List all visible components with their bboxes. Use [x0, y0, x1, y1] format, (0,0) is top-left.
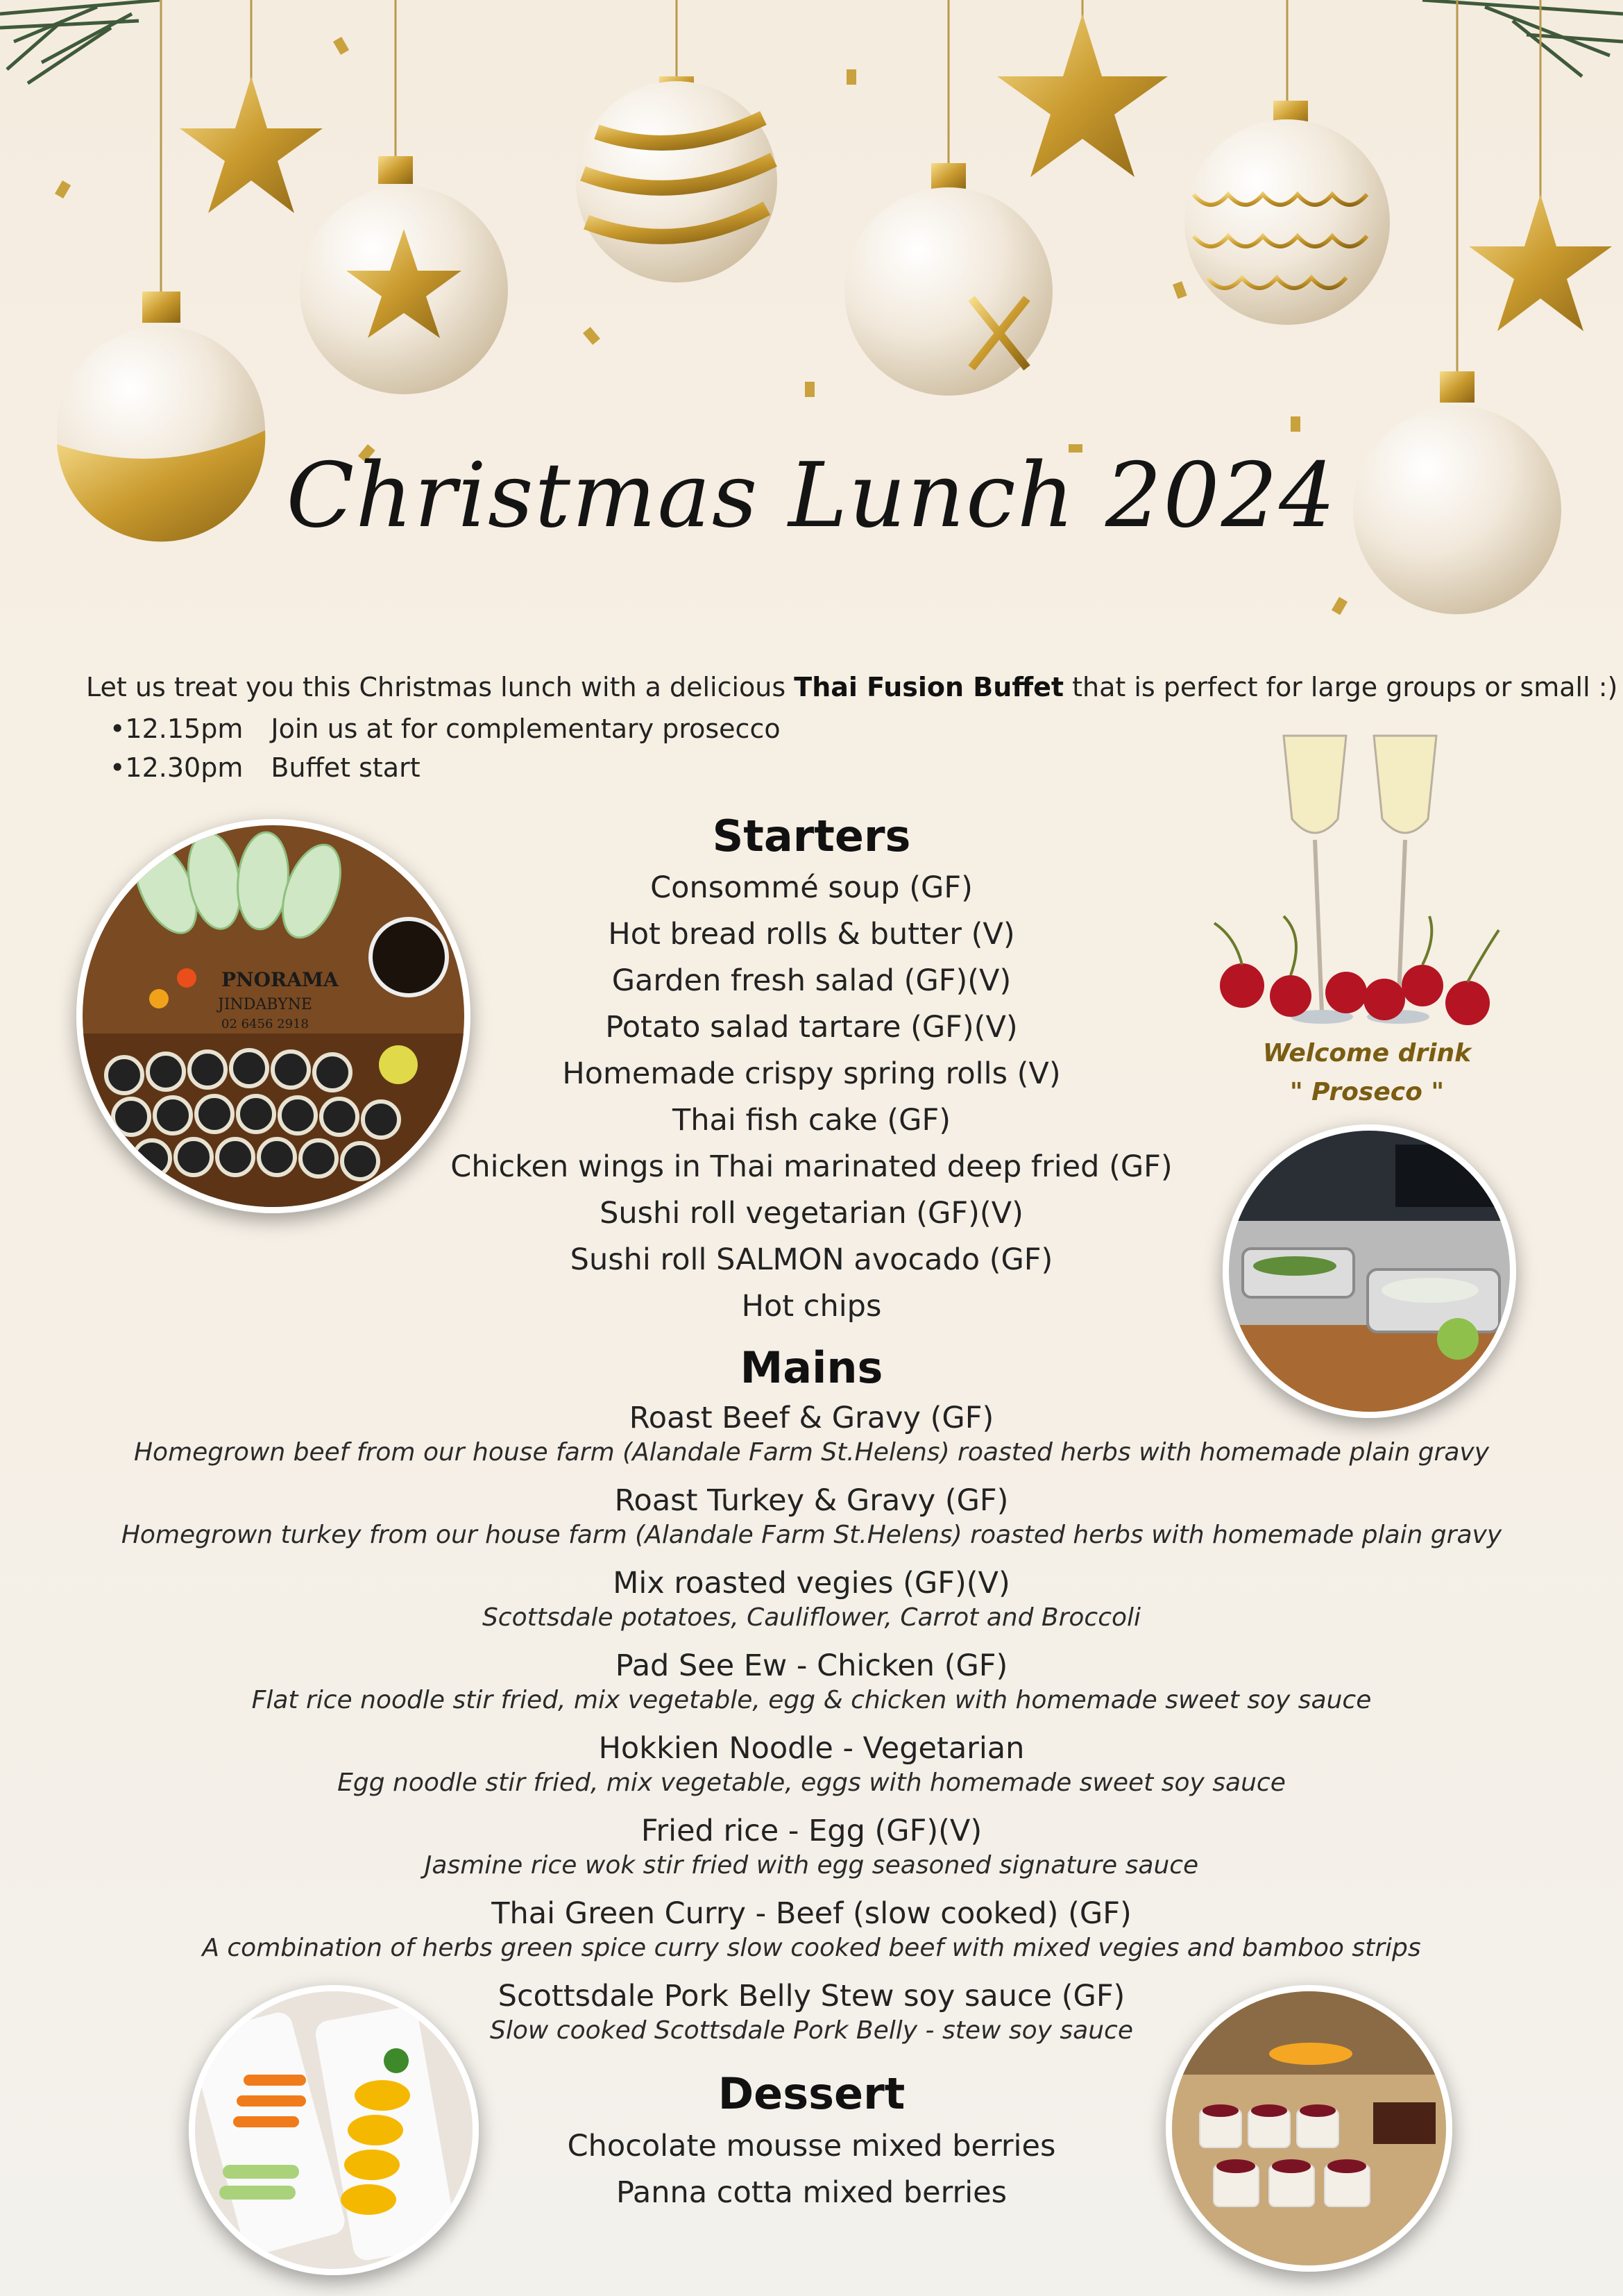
list-item: Garden fresh salad (GF)(V) — [611, 963, 1012, 998]
welcome-drink-name: " Proseco " — [1289, 1078, 1445, 1106]
main-desc: Jasmine rice wok stir fried with egg seasoned signature sauce — [424, 1851, 1199, 1880]
list-item — [0, 1646, 1623, 1729]
list-item: Thai fish cake (GF) — [672, 1103, 951, 1138]
main-desc: A combination of herbs green spice curry slow cooked beef with mixed vegies and bamboo strips — [202, 1934, 1421, 1962]
main-name: Hokkien Noodle - Vegetarian — [598, 1731, 1025, 1766]
main-name: Scottsdale Pork Belly Stew soy sauce (GF) — [498, 1979, 1125, 2014]
list-item — [0, 1564, 1623, 1646]
list-item: Consommé soup (GF) — [650, 870, 973, 905]
list-item — [0, 1894, 1623, 1977]
schedule-bullet: • — [110, 752, 126, 783]
list-item: Hot bread rolls & butter (V) — [608, 917, 1015, 952]
pine-branch-left — [0, 0, 160, 83]
dessert-cups-photo — [1166, 1985, 1452, 2272]
vegetable-platter-photo — [189, 1985, 479, 2275]
main-name: Roast Turkey & Gravy (GF) — [614, 1483, 1009, 1518]
welcome-drink-label: Welcome drink — [1262, 1039, 1472, 1067]
main-name: Pad See Ew - Chicken (GF) — [615, 1648, 1008, 1683]
mains-list — [0, 1399, 1623, 2059]
list-item: Chicken wings in Thai marinated deep fried (GF) — [450, 1149, 1173, 1184]
main-desc: Egg noodle stir fried, mix vegetable, eggs with homemade sweet soy sauce — [337, 1769, 1286, 1797]
schedule-item — [110, 714, 781, 744]
intro-after: that is perfect for large groups or small :) — [1064, 672, 1618, 702]
schedule-time: 12.30pm — [125, 752, 244, 783]
list-item: Sushi roll vegetarian (GF)(V) — [600, 1196, 1023, 1231]
schedule-item — [110, 752, 420, 783]
intro-before: Let us treat you this Christmas lunch with a delicious — [86, 672, 794, 702]
starters-food-photo — [76, 819, 470, 1213]
list-item — [0, 1729, 1623, 1812]
main-name: Thai Green Curry - Beef (slow cooked) (GF) — [491, 1896, 1132, 1931]
christmas-ornaments-decoration — [0, 0, 1623, 694]
intro-highlight: Thai Fusion Buffet — [794, 672, 1064, 702]
main-desc: Homegrown turkey from our house farm (Alandale Farm St.Helens) roasted herbs with homemade plain gravy — [121, 1521, 1502, 1549]
list-item: Sushi roll SALMON avocado (GF) — [570, 1242, 1053, 1277]
list-item — [0, 1481, 1623, 1564]
main-name: Fried rice - Egg (GF)(V) — [640, 1814, 983, 1848]
pine-branch-right — [1422, 0, 1623, 76]
photo-place-text: JINDABYNE — [218, 996, 312, 1013]
intro-text — [86, 672, 1617, 702]
main-desc: Scottsdale potatoes, Cauliflower, Carrot and Broccoli — [482, 1603, 1141, 1632]
main-desc: Flat rice noodle stir fried, mix vegetable, egg & chicken with homemade sweet soy sauce — [251, 1686, 1372, 1714]
main-name: Mix roasted vegies (GF)(V) — [613, 1566, 1010, 1601]
schedule-bullet: • — [110, 714, 126, 744]
dessert-heading: Dessert — [717, 2068, 906, 2119]
schedule-time: 12.15pm — [125, 714, 244, 744]
star-icon — [1469, 194, 1612, 331]
schedule-text: Buffet start — [271, 752, 420, 783]
photo-brand-text: PNORAMA — [221, 968, 339, 991]
starters-heading: Starters — [712, 811, 911, 861]
star-icon — [180, 76, 323, 213]
star-icon — [997, 14, 1168, 177]
list-item: Panna cotta mixed berries — [615, 2175, 1008, 2210]
list-item — [0, 1812, 1623, 1894]
photo-phone-text: 02 6456 2918 — [221, 1017, 309, 1031]
list-item: Chocolate mousse mixed berries — [567, 2129, 1056, 2163]
list-item: Homemade crispy spring rolls (V) — [562, 1056, 1061, 1091]
main-name: Roast Beef & Gravy (GF) — [629, 1401, 994, 1435]
schedule-text: Join us at for complementary prosecco — [271, 714, 781, 744]
prosecco-glasses-image — [1200, 729, 1520, 1041]
mains-heading: Mains — [740, 1342, 883, 1393]
list-item: Hot chips — [741, 1289, 882, 1324]
main-desc: Slow cooked Scottsdale Pork Belly - stew soy sauce — [490, 2016, 1133, 2045]
page-title: Christmas Lunch 2024 — [286, 444, 1337, 548]
list-item: Potato salad tartare (GF)(V) — [605, 1010, 1018, 1045]
buffet-trays-photo — [1223, 1124, 1516, 1418]
main-desc: Homegrown beef from our house farm (Alandale Farm St.Helens) roasted herbs with homemade plain gravy — [133, 1438, 1490, 1467]
